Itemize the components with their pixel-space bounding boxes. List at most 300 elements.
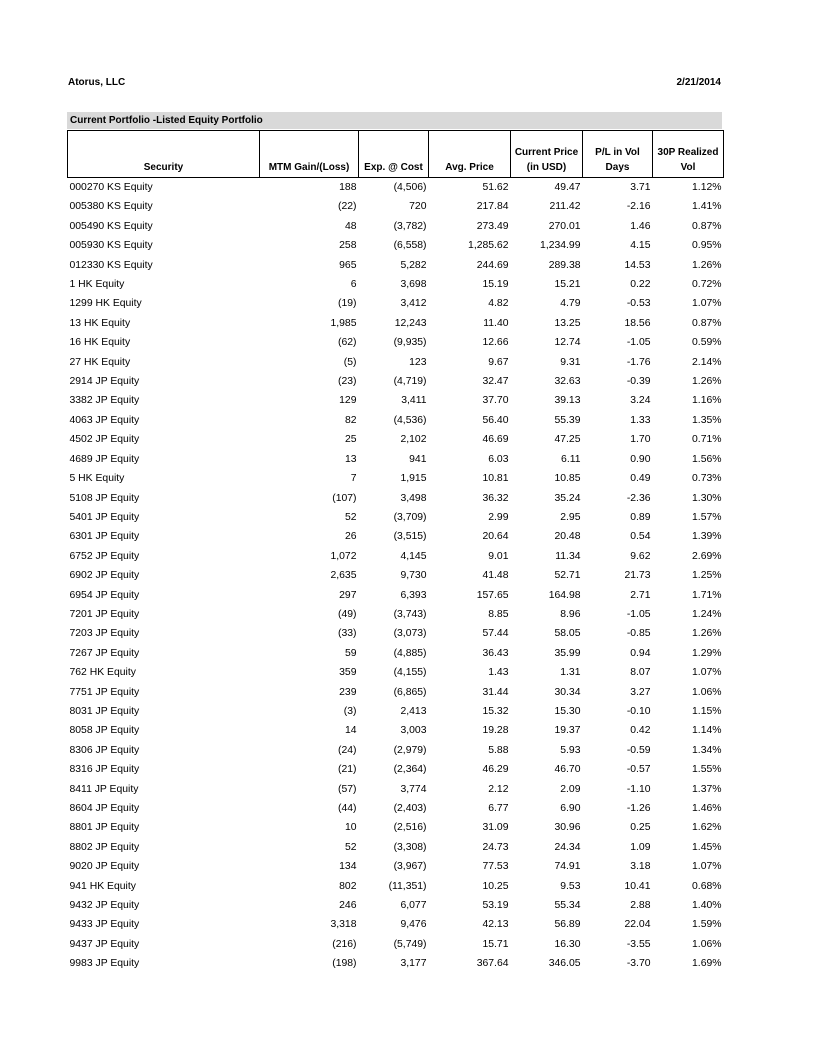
cell-mtm: (21) bbox=[338, 764, 357, 776]
cell-realized-vol: 1.45% bbox=[692, 841, 722, 853]
cell-exp-cost: 6,077 bbox=[400, 900, 427, 912]
cell-security: 9020 JP Equity bbox=[69, 861, 140, 873]
table-body bbox=[68, 178, 724, 974]
cell-realized-vol: 0.72% bbox=[692, 279, 722, 291]
table-row bbox=[68, 683, 724, 702]
cell-current-price: 16.30 bbox=[554, 938, 581, 950]
cell-security: 4689 JP Equity bbox=[69, 453, 140, 465]
cell-avg-price: 32.47 bbox=[482, 376, 509, 388]
cell-exp-cost: 9,476 bbox=[400, 919, 427, 931]
cell-pl-vol-days: 1.70 bbox=[630, 434, 651, 446]
cell-security: 2914 JP Equity bbox=[69, 376, 140, 388]
table-row bbox=[68, 780, 724, 799]
cell-exp-cost: (11,351) bbox=[388, 880, 427, 892]
cell-security: 8316 JP Equity bbox=[69, 764, 140, 776]
cell-mtm: 965 bbox=[339, 259, 357, 271]
table-row bbox=[68, 605, 724, 624]
table-row bbox=[68, 353, 724, 372]
cell-avg-price: 57.44 bbox=[482, 628, 509, 640]
cell-pl-vol-days: 3.18 bbox=[630, 861, 651, 873]
cell-exp-cost: 9,730 bbox=[400, 570, 427, 582]
cell-exp-cost: 4,145 bbox=[400, 550, 427, 562]
cell-current-price: 4.79 bbox=[560, 298, 581, 310]
cell-realized-vol: 1.12% bbox=[692, 182, 722, 193]
cell-security: 7201 JP Equity bbox=[69, 608, 140, 620]
cell-mtm: 134 bbox=[339, 861, 357, 873]
cell-current-price: 346.05 bbox=[548, 958, 581, 970]
table-row bbox=[68, 838, 724, 857]
cell-security: 9437 JP Equity bbox=[69, 938, 140, 950]
cell-pl-vol-days: -1.05 bbox=[626, 337, 651, 349]
table-row bbox=[68, 741, 724, 760]
col-header-realized-vol: 30P Realized Vol bbox=[653, 131, 724, 178]
cell-exp-cost: 2,102 bbox=[400, 434, 427, 446]
table-row bbox=[68, 197, 724, 216]
cell-exp-cost: 720 bbox=[409, 201, 427, 213]
cell-avg-price: 51.62 bbox=[482, 182, 509, 193]
cell-avg-price: 36.32 bbox=[482, 492, 509, 504]
table-row bbox=[68, 508, 724, 527]
table-row bbox=[68, 877, 724, 896]
cell-mtm: (107) bbox=[332, 492, 357, 504]
cell-pl-vol-days: 3.27 bbox=[630, 686, 651, 698]
cell-pl-vol-days: 4.15 bbox=[630, 240, 651, 252]
cell-avg-price: 56.40 bbox=[482, 414, 509, 426]
cell-mtm: 7 bbox=[350, 473, 357, 485]
cell-realized-vol: 1.56% bbox=[692, 453, 722, 465]
table-row bbox=[68, 236, 724, 255]
cell-current-price: 35.99 bbox=[554, 647, 581, 659]
cell-pl-vol-days: -1.05 bbox=[626, 608, 651, 620]
cell-pl-vol-days: 3.24 bbox=[630, 395, 651, 407]
cell-current-price: 74.91 bbox=[554, 861, 581, 873]
cell-security: 005490 KS Equity bbox=[69, 220, 153, 232]
cell-mtm: 239 bbox=[339, 686, 357, 698]
col-header-exp-cost: Exp. @ Cost bbox=[359, 131, 429, 178]
cell-current-price: 52.71 bbox=[554, 570, 581, 582]
cell-pl-vol-days: -0.39 bbox=[626, 376, 651, 388]
cell-avg-price: 53.19 bbox=[482, 900, 509, 912]
cell-realized-vol: 1.07% bbox=[692, 861, 722, 873]
cell-realized-vol: 1.30% bbox=[692, 492, 722, 504]
cell-realized-vol: 1.24% bbox=[692, 608, 722, 620]
cell-mtm: 297 bbox=[339, 589, 357, 601]
cell-realized-vol: 0.73% bbox=[692, 473, 722, 485]
cell-current-price: 30.34 bbox=[554, 686, 581, 698]
cell-realized-vol: 1.29% bbox=[692, 647, 722, 659]
cell-security: 8411 JP Equity bbox=[69, 783, 139, 795]
cell-current-price: 56.89 bbox=[554, 919, 581, 931]
cell-exp-cost: (6,865) bbox=[393, 686, 427, 698]
cell-pl-vol-days: -0.53 bbox=[626, 298, 651, 310]
cell-mtm: 2,635 bbox=[330, 570, 357, 582]
cell-security: 7267 JP Equity bbox=[69, 647, 140, 659]
cell-exp-cost: (3,073) bbox=[393, 628, 427, 640]
cell-realized-vol: 1.71% bbox=[692, 589, 722, 601]
cell-current-price: 2.95 bbox=[560, 511, 581, 523]
cell-avg-price: 36.43 bbox=[482, 647, 509, 659]
cell-current-price: 10.85 bbox=[554, 473, 581, 485]
cell-mtm: (24) bbox=[338, 744, 357, 756]
table-row bbox=[68, 586, 724, 605]
cell-exp-cost: 3,698 bbox=[400, 279, 427, 291]
table-row bbox=[68, 294, 724, 313]
cell-realized-vol: 1.06% bbox=[692, 686, 722, 698]
cell-avg-price: 4.82 bbox=[488, 298, 509, 310]
cell-mtm: 52 bbox=[344, 511, 357, 523]
cell-current-price: 2.09 bbox=[560, 783, 581, 795]
cell-avg-price: 10.81 bbox=[482, 473, 509, 485]
cell-pl-vol-days: 10.41 bbox=[624, 880, 651, 892]
cell-exp-cost: (3,967) bbox=[393, 861, 427, 873]
cell-current-price: 8.96 bbox=[560, 608, 581, 620]
cell-security: 012330 KS Equity bbox=[69, 259, 153, 271]
cell-security: 5401 JP Equity bbox=[69, 511, 140, 523]
cell-current-price: 39.13 bbox=[554, 395, 581, 407]
cell-exp-cost: 3,177 bbox=[400, 958, 427, 970]
cell-avg-price: 5.88 bbox=[488, 744, 509, 756]
cell-mtm: 3,318 bbox=[330, 919, 357, 931]
table-row bbox=[68, 527, 724, 546]
cell-realized-vol: 0.95% bbox=[692, 240, 722, 252]
cell-realized-vol: 1.14% bbox=[692, 725, 722, 737]
cell-mtm: 129 bbox=[339, 395, 357, 407]
cell-realized-vol: 1.69% bbox=[692, 958, 722, 970]
cell-pl-vol-days: -0.57 bbox=[626, 764, 651, 776]
cell-pl-vol-days: 0.89 bbox=[630, 511, 651, 523]
cell-realized-vol: 1.15% bbox=[692, 705, 722, 717]
cell-exp-cost: 123 bbox=[409, 356, 427, 368]
cell-avg-price: 244.69 bbox=[476, 259, 509, 271]
cell-current-price: 13.25 bbox=[554, 317, 581, 329]
cell-security: 000270 KS Equity bbox=[69, 182, 153, 193]
cell-avg-price: 6.03 bbox=[488, 453, 509, 465]
cell-mtm: (19) bbox=[338, 298, 357, 310]
cell-realized-vol: 1.07% bbox=[692, 667, 722, 679]
cell-exp-cost: 3,411 bbox=[401, 395, 427, 407]
cell-security: 4502 JP Equity bbox=[69, 434, 140, 446]
cell-mtm: 13 bbox=[344, 453, 357, 465]
cell-exp-cost: 3,498 bbox=[400, 492, 427, 504]
cell-avg-price: 37.70 bbox=[482, 395, 509, 407]
table-row bbox=[68, 566, 724, 585]
cell-pl-vol-days: 9.62 bbox=[630, 550, 651, 562]
cell-pl-vol-days: -2.36 bbox=[626, 492, 651, 504]
cell-exp-cost: (2,979) bbox=[393, 744, 427, 756]
cell-mtm: 258 bbox=[339, 240, 357, 252]
cell-current-price: 49.47 bbox=[554, 182, 581, 193]
cell-realized-vol: 1.57% bbox=[692, 511, 722, 523]
cell-realized-vol: 1.26% bbox=[692, 259, 722, 271]
cell-current-price: 35.24 bbox=[554, 492, 581, 504]
cell-avg-price: 157.65 bbox=[476, 589, 509, 601]
cell-exp-cost: (3,709) bbox=[393, 511, 427, 523]
cell-realized-vol: 1.25% bbox=[692, 570, 722, 582]
cell-exp-cost: (6,558) bbox=[393, 240, 427, 252]
cell-security: 9983 JP Equity bbox=[69, 958, 140, 970]
cell-avg-price: 367.64 bbox=[476, 958, 509, 970]
cell-current-price: 24.34 bbox=[554, 841, 581, 853]
cell-exp-cost: (4,885) bbox=[393, 647, 427, 659]
cell-realized-vol: 1.26% bbox=[692, 628, 722, 640]
cell-avg-price: 273.49 bbox=[476, 220, 509, 232]
cell-pl-vol-days: -0.85 bbox=[626, 628, 651, 640]
cell-avg-price: 2.12 bbox=[488, 783, 509, 795]
cell-mtm: 25 bbox=[344, 434, 357, 446]
cell-realized-vol: 2.14% bbox=[692, 356, 722, 368]
table-row bbox=[68, 547, 724, 566]
cell-realized-vol: 0.71% bbox=[692, 434, 722, 446]
cell-mtm: (22) bbox=[338, 201, 357, 213]
cell-current-price: 6.11 bbox=[561, 453, 581, 465]
table-row bbox=[68, 391, 724, 410]
cell-security: 7751 JP Equity bbox=[69, 686, 140, 698]
cell-security: 8031 JP Equity bbox=[69, 705, 140, 717]
cell-avg-price: 1,285.62 bbox=[468, 240, 509, 252]
cell-pl-vol-days: 1.09 bbox=[630, 841, 651, 853]
cell-mtm: (3) bbox=[343, 705, 357, 717]
cell-current-price: 1,234.99 bbox=[540, 240, 581, 252]
cell-security: 005380 KS Equity bbox=[69, 201, 153, 213]
cell-security: 13 HK Equity bbox=[69, 317, 131, 329]
cell-realized-vol: 0.68% bbox=[692, 880, 722, 892]
cell-current-price: 32.63 bbox=[554, 376, 581, 388]
cell-pl-vol-days: -0.10 bbox=[626, 705, 651, 717]
cell-mtm: 1,072 bbox=[330, 550, 357, 562]
cell-avg-price: 10.25 bbox=[482, 880, 509, 892]
cell-avg-price: 15.32 bbox=[482, 705, 509, 717]
cell-security: 005930 KS Equity bbox=[69, 240, 153, 252]
cell-current-price: 55.34 bbox=[554, 900, 581, 912]
cell-pl-vol-days: 22.04 bbox=[624, 919, 651, 931]
cell-exp-cost: (4,719) bbox=[393, 376, 427, 388]
table-row bbox=[68, 896, 724, 915]
table-row bbox=[68, 372, 724, 391]
cell-pl-vol-days: -1.26 bbox=[626, 803, 651, 814]
cell-current-price: 47.25 bbox=[554, 434, 581, 446]
cell-security: 4063 JP Equity bbox=[69, 414, 140, 426]
report-date: 2/21/2014 bbox=[676, 77, 721, 88]
table-row bbox=[68, 818, 724, 837]
cell-exp-cost: 5,282 bbox=[400, 259, 427, 271]
cell-security: 9432 JP Equity bbox=[69, 900, 140, 912]
cell-current-price: 1.31 bbox=[560, 667, 581, 679]
cell-pl-vol-days: 0.90 bbox=[630, 453, 651, 465]
cell-mtm: 6 bbox=[350, 279, 357, 291]
cell-exp-cost: (4,536) bbox=[393, 414, 427, 426]
table-row bbox=[68, 760, 724, 779]
cell-realized-vol: 2.69% bbox=[692, 550, 722, 562]
cell-realized-vol: 1.55% bbox=[692, 764, 722, 776]
cell-pl-vol-days: 8.07 bbox=[630, 667, 651, 679]
cell-pl-vol-days: -1.76 bbox=[626, 356, 651, 368]
cell-current-price: 164.98 bbox=[548, 589, 581, 601]
cell-exp-cost: 6,393 bbox=[400, 589, 427, 601]
cell-pl-vol-days: 0.49 bbox=[630, 473, 651, 485]
cell-mtm: 246 bbox=[339, 900, 357, 912]
col-header-current-price: Current Price (in USD) bbox=[511, 131, 583, 178]
cell-mtm: (5) bbox=[343, 356, 357, 368]
cell-security: 6301 JP Equity bbox=[69, 531, 140, 543]
table-row bbox=[68, 430, 724, 449]
cell-avg-price: 11.40 bbox=[483, 317, 509, 329]
table-row bbox=[68, 915, 724, 934]
cell-pl-vol-days: 3.71 bbox=[630, 182, 651, 193]
cell-avg-price: 1.43 bbox=[488, 667, 509, 679]
cell-realized-vol: 1.62% bbox=[692, 822, 722, 834]
col-header-security: Security bbox=[68, 131, 260, 178]
cell-security: 27 HK Equity bbox=[69, 356, 131, 368]
cell-security: 8802 JP Equity bbox=[69, 841, 140, 853]
cell-security: 8604 JP Equity bbox=[69, 803, 140, 814]
cell-avg-price: 15.71 bbox=[482, 938, 509, 950]
cell-pl-vol-days: -0.59 bbox=[626, 744, 651, 756]
cell-security: 762 HK Equity bbox=[69, 667, 136, 679]
cell-exp-cost: (2,364) bbox=[393, 764, 427, 776]
cell-current-price: 55.39 bbox=[554, 414, 581, 426]
table-row bbox=[68, 275, 724, 294]
table-row bbox=[68, 314, 724, 333]
cell-exp-cost: (2,516) bbox=[393, 822, 427, 834]
table-row bbox=[68, 644, 724, 663]
cell-current-price: 270.01 bbox=[548, 220, 581, 232]
cell-security: 1299 HK Equity bbox=[69, 298, 142, 310]
table-row bbox=[68, 256, 724, 275]
col-header-mtm: MTM Gain/(Loss) bbox=[260, 131, 359, 178]
cell-mtm: (57) bbox=[338, 783, 357, 795]
col-header-pl-vol-days: P/L in Vol Days bbox=[583, 131, 653, 178]
cell-mtm: 14 bbox=[344, 725, 357, 737]
cell-security: 8801 JP Equity bbox=[69, 822, 140, 834]
cell-exp-cost: 12,243 bbox=[394, 317, 427, 329]
cell-avg-price: 46.29 bbox=[482, 764, 509, 776]
cell-mtm: 52 bbox=[344, 841, 357, 853]
cell-security: 9433 JP Equity bbox=[69, 919, 140, 931]
cell-mtm: 82 bbox=[344, 414, 357, 426]
cell-current-price: 19.37 bbox=[554, 725, 581, 737]
cell-avg-price: 46.69 bbox=[482, 434, 509, 446]
table-row bbox=[68, 333, 724, 352]
table-row bbox=[68, 489, 724, 508]
cell-current-price: 30.96 bbox=[554, 822, 581, 834]
cell-pl-vol-days: -1.10 bbox=[626, 783, 651, 795]
cell-avg-price: 8.85 bbox=[488, 608, 509, 620]
table-row bbox=[68, 450, 724, 469]
cell-pl-vol-days: 0.25 bbox=[630, 822, 651, 834]
cell-avg-price: 6.77 bbox=[488, 803, 509, 814]
company-name: Atorus, LLC bbox=[68, 77, 126, 88]
cell-security: 5108 JP Equity bbox=[69, 492, 140, 504]
cell-current-price: 211.42 bbox=[549, 201, 581, 213]
cell-mtm: (62) bbox=[338, 337, 357, 349]
cell-current-price: 15.21 bbox=[554, 279, 581, 291]
cell-mtm: (23) bbox=[338, 376, 357, 388]
cell-mtm: 59 bbox=[344, 647, 357, 659]
cell-pl-vol-days: 14.53 bbox=[624, 259, 651, 271]
cell-mtm: (44) bbox=[338, 803, 357, 814]
cell-security: 3382 JP Equity bbox=[69, 395, 140, 407]
cell-mtm: 359 bbox=[339, 667, 357, 679]
cell-realized-vol: 1.39% bbox=[692, 531, 722, 543]
portfolio-table bbox=[67, 130, 724, 974]
cell-realized-vol: 1.16% bbox=[692, 395, 722, 407]
cell-security: 6954 JP Equity bbox=[69, 589, 140, 601]
cell-mtm: 802 bbox=[339, 880, 357, 892]
table-row bbox=[68, 663, 724, 682]
cell-pl-vol-days: 0.42 bbox=[630, 725, 651, 737]
table-row bbox=[68, 217, 724, 236]
table-row bbox=[68, 624, 724, 643]
cell-avg-price: 42.13 bbox=[482, 919, 509, 931]
cell-exp-cost: (5,749) bbox=[393, 938, 427, 950]
cell-exp-cost: 2,413 bbox=[400, 705, 427, 717]
cell-exp-cost: 941 bbox=[409, 453, 427, 465]
cell-pl-vol-days: 1.46 bbox=[630, 220, 651, 232]
cell-security: 8306 JP Equity bbox=[69, 744, 140, 756]
cell-avg-price: 31.44 bbox=[482, 686, 509, 698]
cell-mtm: 188 bbox=[339, 182, 357, 193]
cell-avg-price: 77.53 bbox=[482, 861, 509, 873]
cell-current-price: 6.90 bbox=[560, 803, 581, 814]
cell-exp-cost: 1,915 bbox=[400, 473, 427, 485]
cell-realized-vol: 1.34% bbox=[692, 744, 722, 756]
cell-realized-vol: 1.26% bbox=[692, 376, 722, 388]
cell-realized-vol: 1.59% bbox=[692, 919, 722, 931]
col-header-avg-price: Avg. Price bbox=[429, 131, 511, 178]
cell-realized-vol: 1.07% bbox=[692, 298, 722, 310]
cell-realized-vol: 0.59% bbox=[692, 337, 722, 349]
cell-avg-price: 20.64 bbox=[482, 531, 509, 543]
cell-mtm: (49) bbox=[338, 608, 357, 620]
cell-exp-cost: (3,308) bbox=[393, 841, 427, 853]
cell-pl-vol-days: 1.33 bbox=[630, 414, 651, 426]
table-row bbox=[68, 935, 724, 954]
cell-pl-vol-days: -2.16 bbox=[626, 201, 651, 213]
cell-mtm: 48 bbox=[344, 220, 357, 232]
table-row bbox=[68, 411, 724, 430]
cell-pl-vol-days: 0.54 bbox=[630, 531, 651, 543]
table-row bbox=[68, 799, 724, 818]
cell-current-price: 5.93 bbox=[560, 744, 581, 756]
cell-realized-vol: 0.87% bbox=[692, 220, 722, 232]
table-row bbox=[68, 702, 724, 721]
table-row bbox=[68, 721, 724, 740]
cell-exp-cost: (4,506) bbox=[393, 182, 427, 193]
cell-realized-vol: 1.35% bbox=[692, 414, 722, 426]
cell-avg-price: 2.99 bbox=[488, 511, 509, 523]
cell-exp-cost: (3,782) bbox=[393, 220, 427, 232]
cell-pl-vol-days: 2.71 bbox=[630, 589, 651, 601]
cell-current-price: 12.74 bbox=[554, 337, 581, 349]
section-title: Current Portfolio -Listed Equity Portfolio bbox=[67, 112, 722, 129]
cell-pl-vol-days: -3.55 bbox=[626, 938, 651, 950]
cell-avg-price: 9.67 bbox=[488, 356, 509, 368]
cell-security: 1 HK Equity bbox=[69, 279, 125, 291]
cell-security: 8058 JP Equity bbox=[69, 725, 140, 737]
cell-avg-price: 24.73 bbox=[482, 841, 509, 853]
cell-avg-price: 15.19 bbox=[482, 279, 509, 291]
cell-mtm: (198) bbox=[332, 958, 357, 970]
cell-security: 6752 JP Equity bbox=[69, 550, 140, 562]
cell-current-price: 46.70 bbox=[554, 764, 581, 776]
cell-current-price: 289.38 bbox=[548, 259, 581, 271]
cell-pl-vol-days: 0.22 bbox=[630, 279, 651, 291]
cell-security: 5 HK Equity bbox=[69, 473, 125, 485]
cell-avg-price: 31.09 bbox=[482, 822, 509, 834]
cell-realized-vol: 1.37% bbox=[692, 783, 722, 795]
cell-mtm: (216) bbox=[332, 938, 357, 950]
cell-exp-cost: (9,935) bbox=[393, 337, 427, 349]
